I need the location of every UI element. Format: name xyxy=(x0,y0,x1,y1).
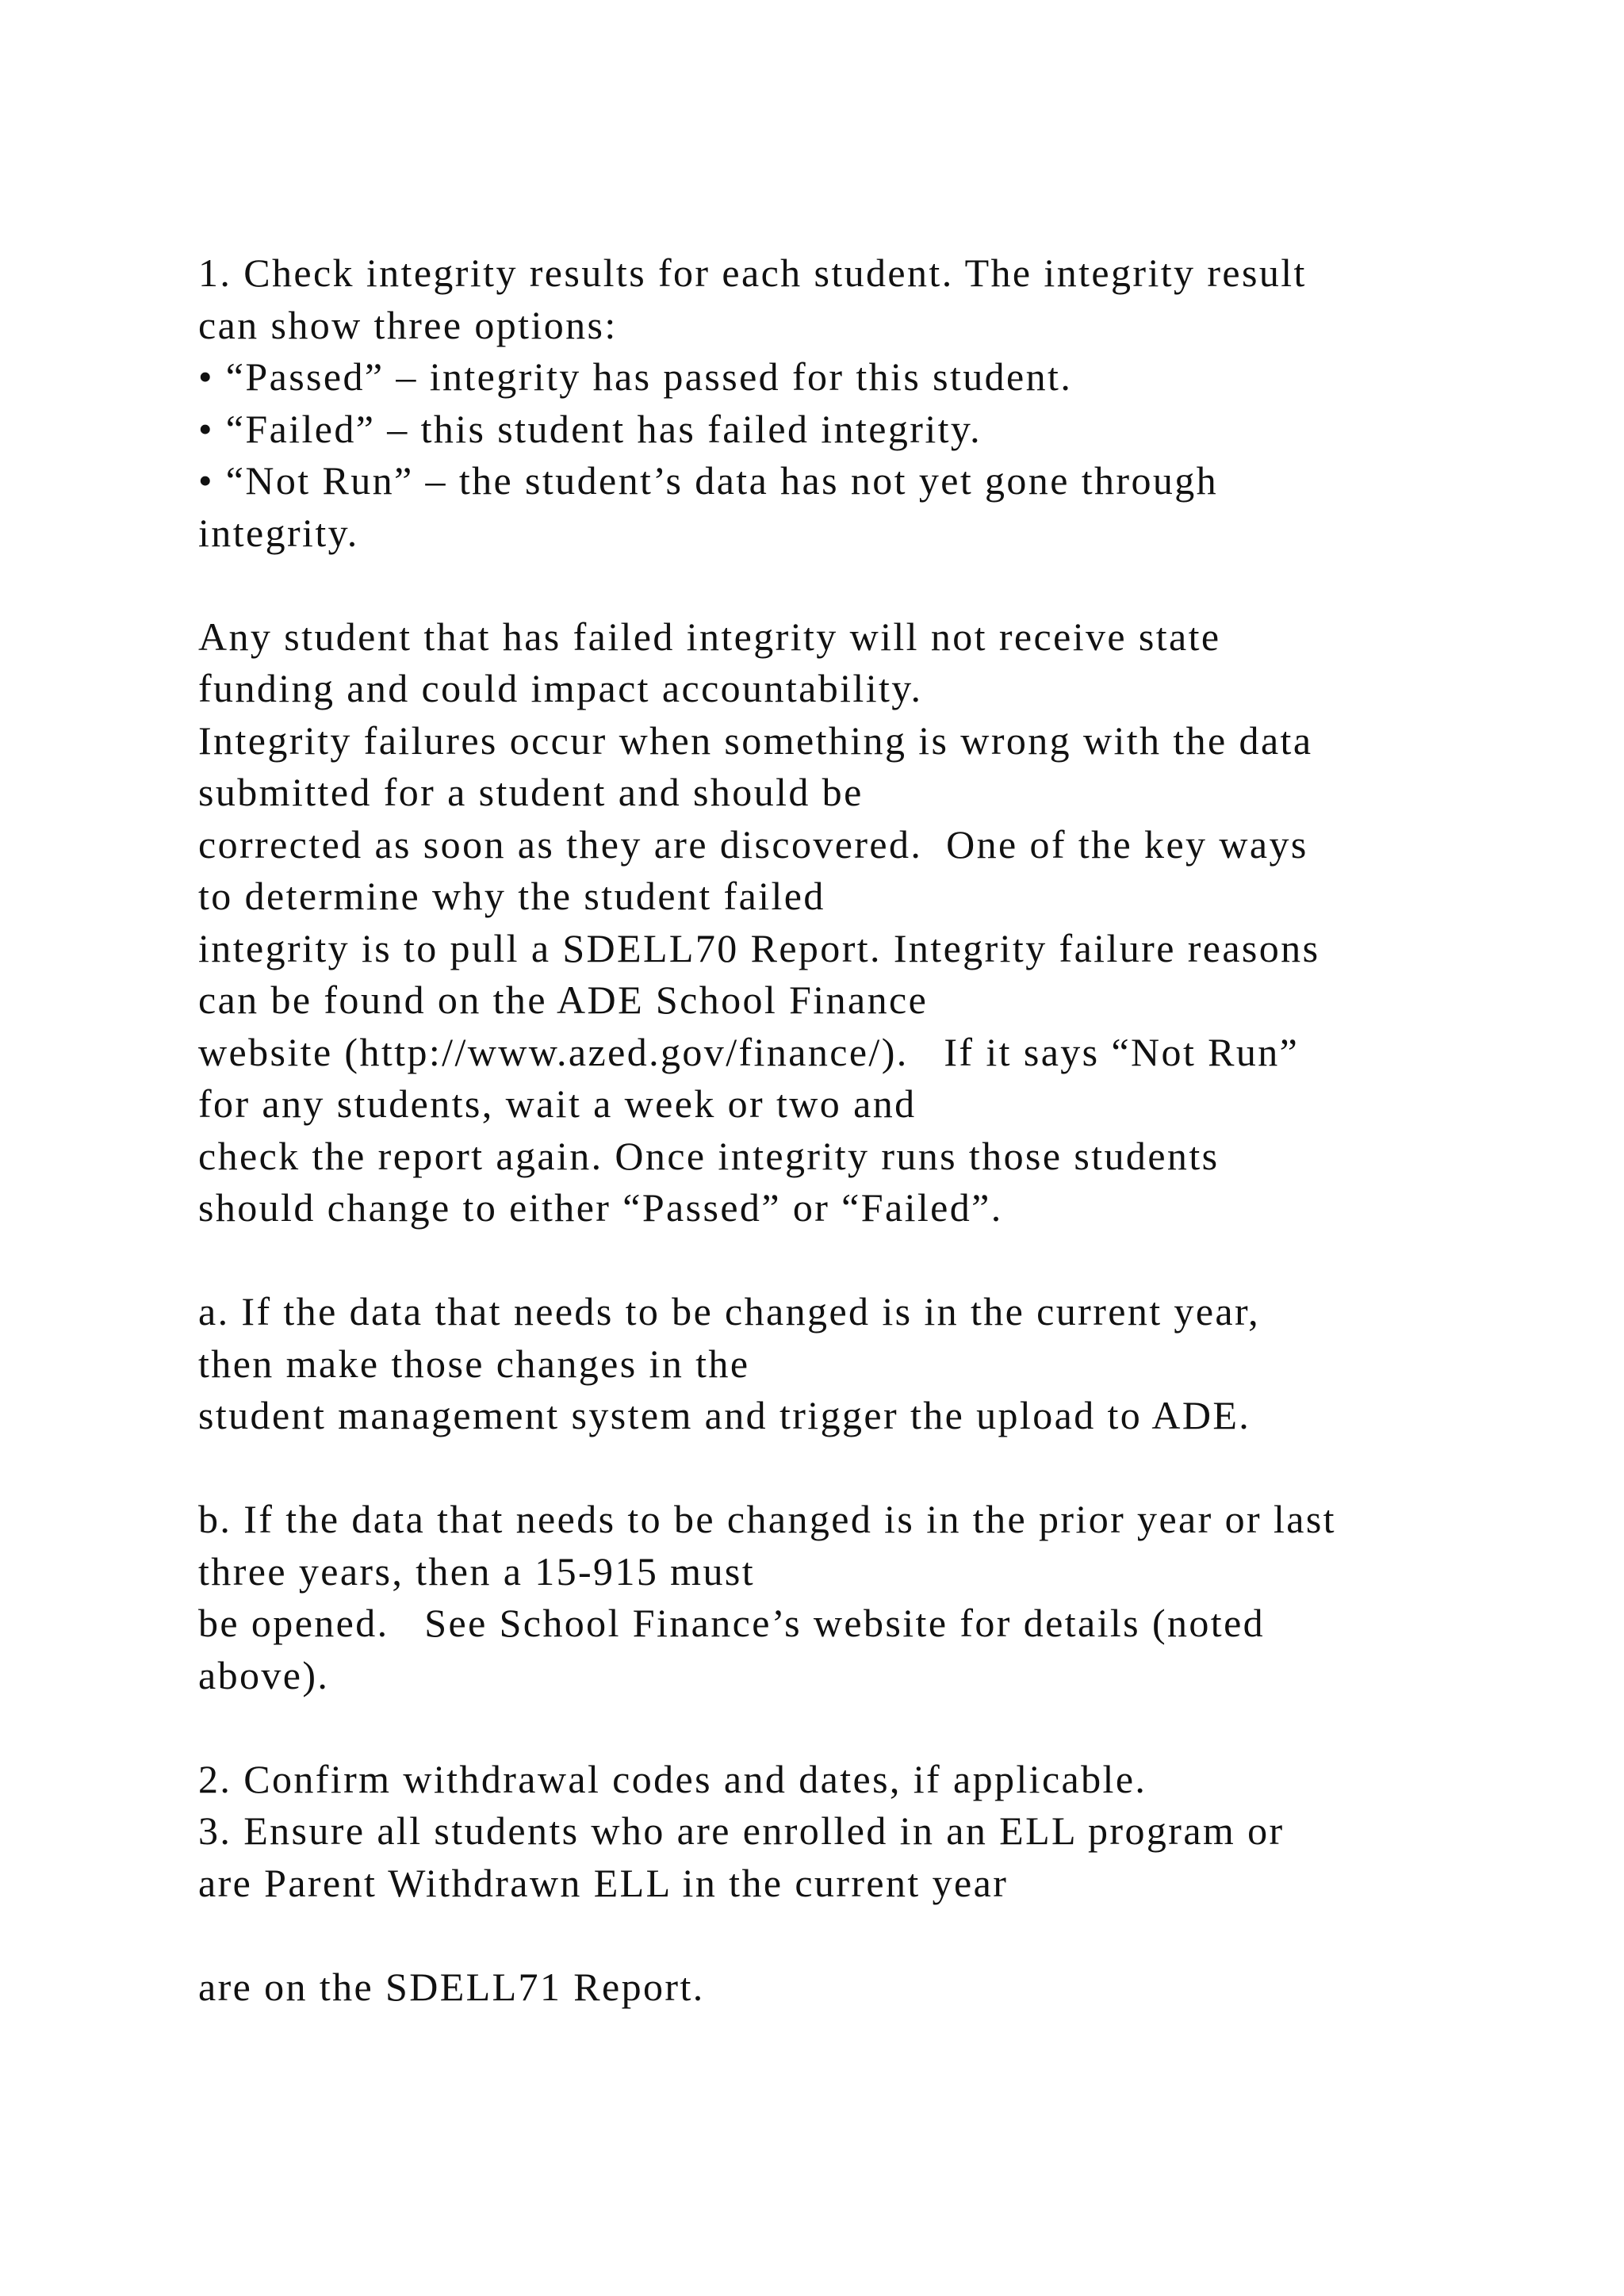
blank-line xyxy=(198,1909,1546,1961)
blank-line xyxy=(198,1234,1546,1287)
bullet-not-run: • “Not Run” – the student’s data has not yet gone through xyxy=(198,458,1219,503)
document-body xyxy=(198,247,1546,2013)
text-line: for any students, wait a week or two and xyxy=(198,1081,917,1126)
step-b-line: b. If the data that needs to be changed is in the prior year or last xyxy=(198,1497,1336,1541)
text-line: to determine why the student failed xyxy=(198,874,825,918)
text-line: submitted for a student and should be xyxy=(198,770,864,814)
blank-line xyxy=(198,1442,1546,1494)
step-3-line: 3. Ensure all students who are enrolled in an ELL program or xyxy=(198,1808,1285,1853)
text-line: integrity. xyxy=(198,510,359,555)
step-a-line: then make those changes in the xyxy=(198,1341,750,1386)
step-a-line: a. If the data that needs to be changed is in the current year, xyxy=(198,1289,1260,1334)
text-line: can show three options: xyxy=(198,302,618,347)
text-line: corrected as soon as they are discovered. One of the key ways xyxy=(198,821,1308,867)
text-line: can be found on the ADE School Finance xyxy=(198,978,929,1022)
text-line: Integrity failures occur when something is wrong with the data xyxy=(198,718,1313,763)
bullet-failed: • “Failed” – this student has failed integrity. xyxy=(198,406,982,451)
step-b-line: be opened. See School Finance’s website for details (noted xyxy=(198,1601,1266,1645)
step-2-line: 2. Confirm withdrawal codes and dates, if applicable. xyxy=(198,1756,1147,1801)
step-3-line: are on the SDELL71 Report. xyxy=(198,1964,705,2009)
text-line: funding and could impact accountability. xyxy=(198,666,923,710)
step-b-line: three years, then a 15-915 must xyxy=(198,1548,755,1594)
step-b-line: above). xyxy=(198,1652,330,1697)
step-a-line: student management system and trigger the upload to ADE. xyxy=(198,1393,1251,1437)
text-line: integrity is to pull a SDELL70 Report. Integrity failure reasons xyxy=(198,925,1320,970)
text-line: should change to either “Passed” or “Failed”. xyxy=(198,1185,1003,1230)
text-line: Any student that has failed integrity will not receive state xyxy=(198,614,1221,659)
blank-line xyxy=(198,1701,1546,1754)
bullet-passed: • “Passed” – integrity has passed for this student. xyxy=(198,354,1073,399)
blank-line xyxy=(198,559,1546,611)
text-line: 1. Check integrity results for each student. The integrity result xyxy=(198,251,1307,295)
step-3-line: are Parent Withdrawn ELL in the current year xyxy=(198,1860,1009,1905)
text-line-with-url: website (http://www.azed.gov/finance/). If it says “Not Run” xyxy=(198,1029,1300,1074)
text-line: check the report again. Once integrity runs those students xyxy=(198,1133,1220,1178)
